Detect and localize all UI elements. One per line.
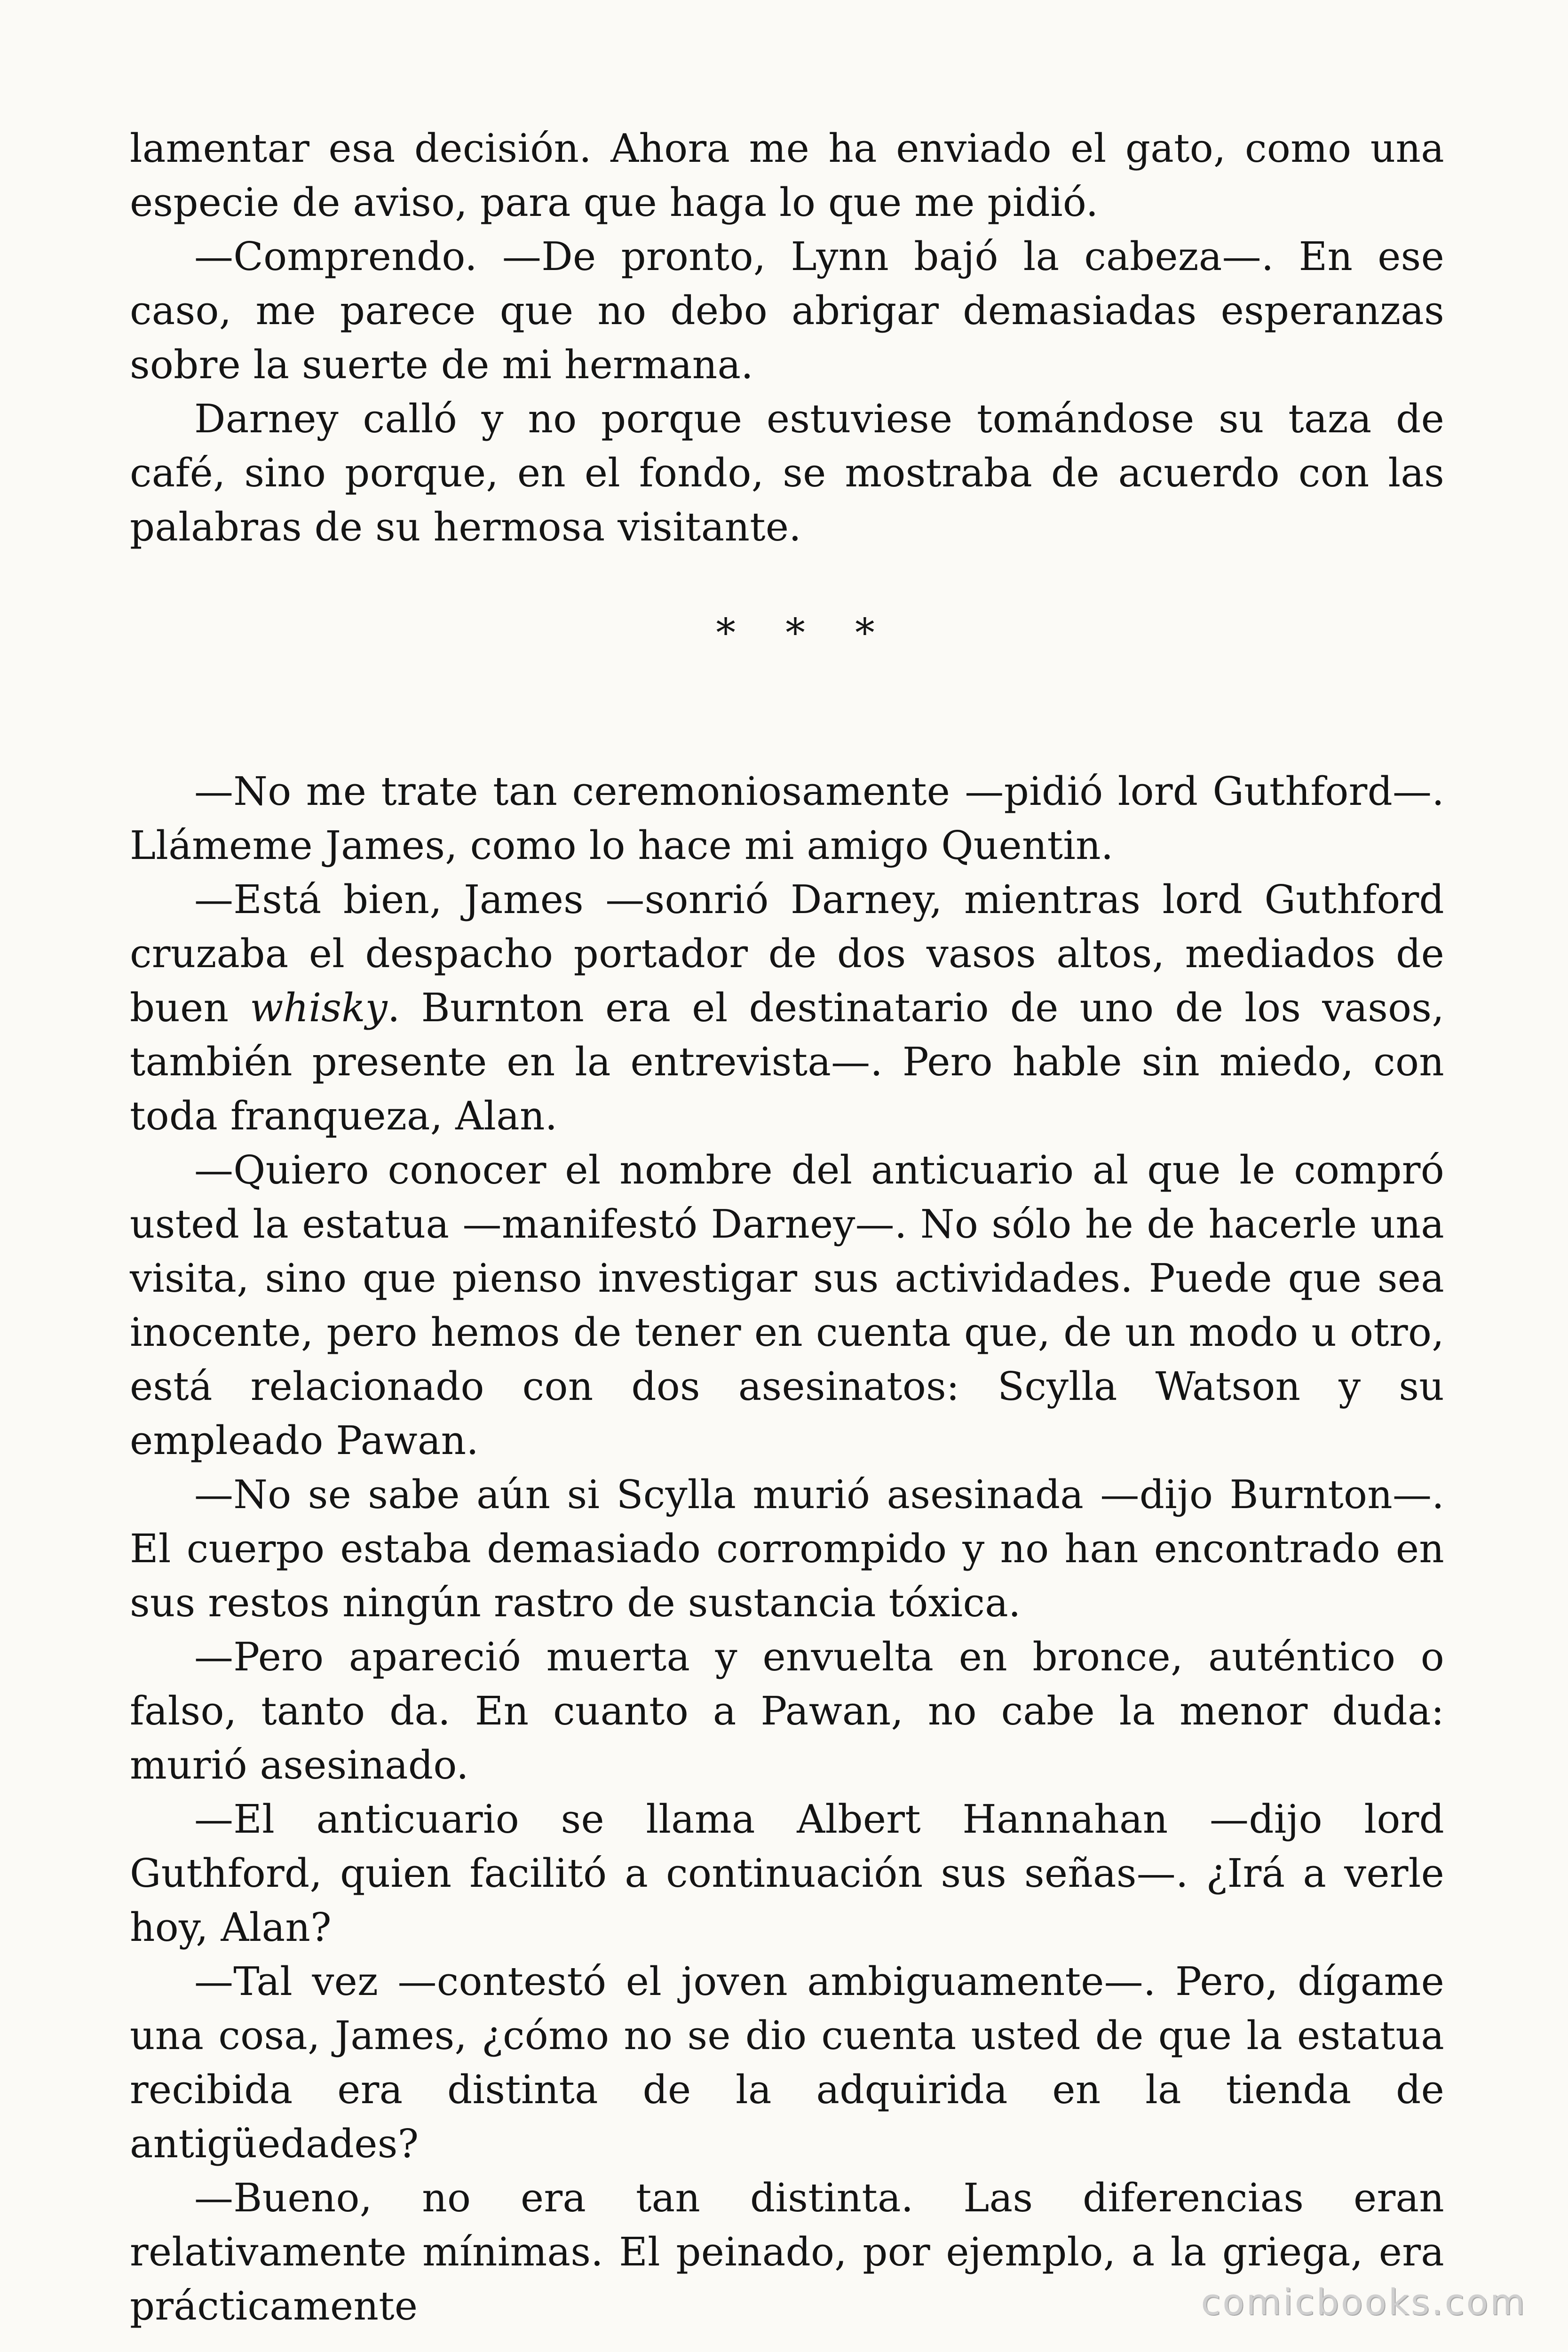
- paragraph: —No me trate tan ceremoniosamente —pidió lord Guthford—. Llámeme James, como lo hace mi amigo Quentin.: [130, 769, 1444, 868]
- paragraph: —Comprendo. —De pronto, Lynn bajó la cabeza—. En ese caso, me parece que no debo abrigar demasiadas esperanzas sobre la suerte de mi hermana.: [130, 234, 1444, 388]
- watermark: comicbooks.com: [1201, 2281, 1527, 2323]
- paragraph: —Pero apareció muerta y envuelta en bronce, auténtico o falso, tanto da. En cuanto a Pawan, no cabe la menor duda: murió asesinado.: [130, 1634, 1444, 1788]
- paragraph: —El anticuario se llama Albert Hannahan —dijo lord Guthford, quien facilitó a continuación sus señas—. ¿Irá a verle hoy, Alan?: [130, 1796, 1444, 1950]
- paragraph: —No se sabe aún si Scylla murió asesinada —dijo Burnton—. El cuerpo estaba demasiado corrompido y no han encontrado en sus restos ningún rastro de sustancia tóxica.: [130, 1472, 1444, 1626]
- paragraph: —Quiero conocer el nombre del anticuario al que le compró usted la estatua —manifestó Darney—. No sólo he de hacerle una visita, sino que pienso investigar sus actividades. Puede que sea inocente, pero hemos de tener en cuenta que, de un modo u otro, está relacionado con dos asesinatos: Scylla Watson y su empleado Pawan.: [130, 1147, 1444, 1463]
- paragraph: Darney calló y no porque estuviese tomándose su taza de café, sino porque, en el fondo, se mostraba de acuerdo con las palabras de su hermosa visitante.: [130, 396, 1444, 550]
- scene-separator: * * *: [716, 610, 894, 656]
- paragraph-text: . Burnton era el destinatario de uno de los vasos, también presente en la entrevista—. Pero hable sin miedo, con toda franqueza, Alan.: [130, 985, 1444, 1139]
- paragraph: —Tal vez —contestó el joven ambiguamente—. Pero, dígame una cosa, James, ¿cómo no se dio cuenta usted de que la estatua recibida era distinta de la adquirida en la tienda de antigüedades?: [130, 1959, 1444, 2167]
- page-body: [130, 121, 1444, 2333]
- paragraph-text: —Está bien, James —sonrió Darney, mientras lord Guthford cruzaba el despacho portador de dos vasos altos, mediados de buen: [130, 877, 1444, 1031]
- paragraph: —Bueno, no era tan distinta. Las diferencias eran relativamente mínimas. El peinado, por ejemplo, a la griega, era prácticamente: [130, 2175, 1444, 2329]
- paragraph: lamentar esa decisión. Ahora me ha enviado el gato, como una especie de aviso, para que haga lo que me pidió.: [130, 126, 1444, 225]
- paragraph: [130, 873, 1444, 1143]
- italic-word: whisky: [250, 985, 388, 1031]
